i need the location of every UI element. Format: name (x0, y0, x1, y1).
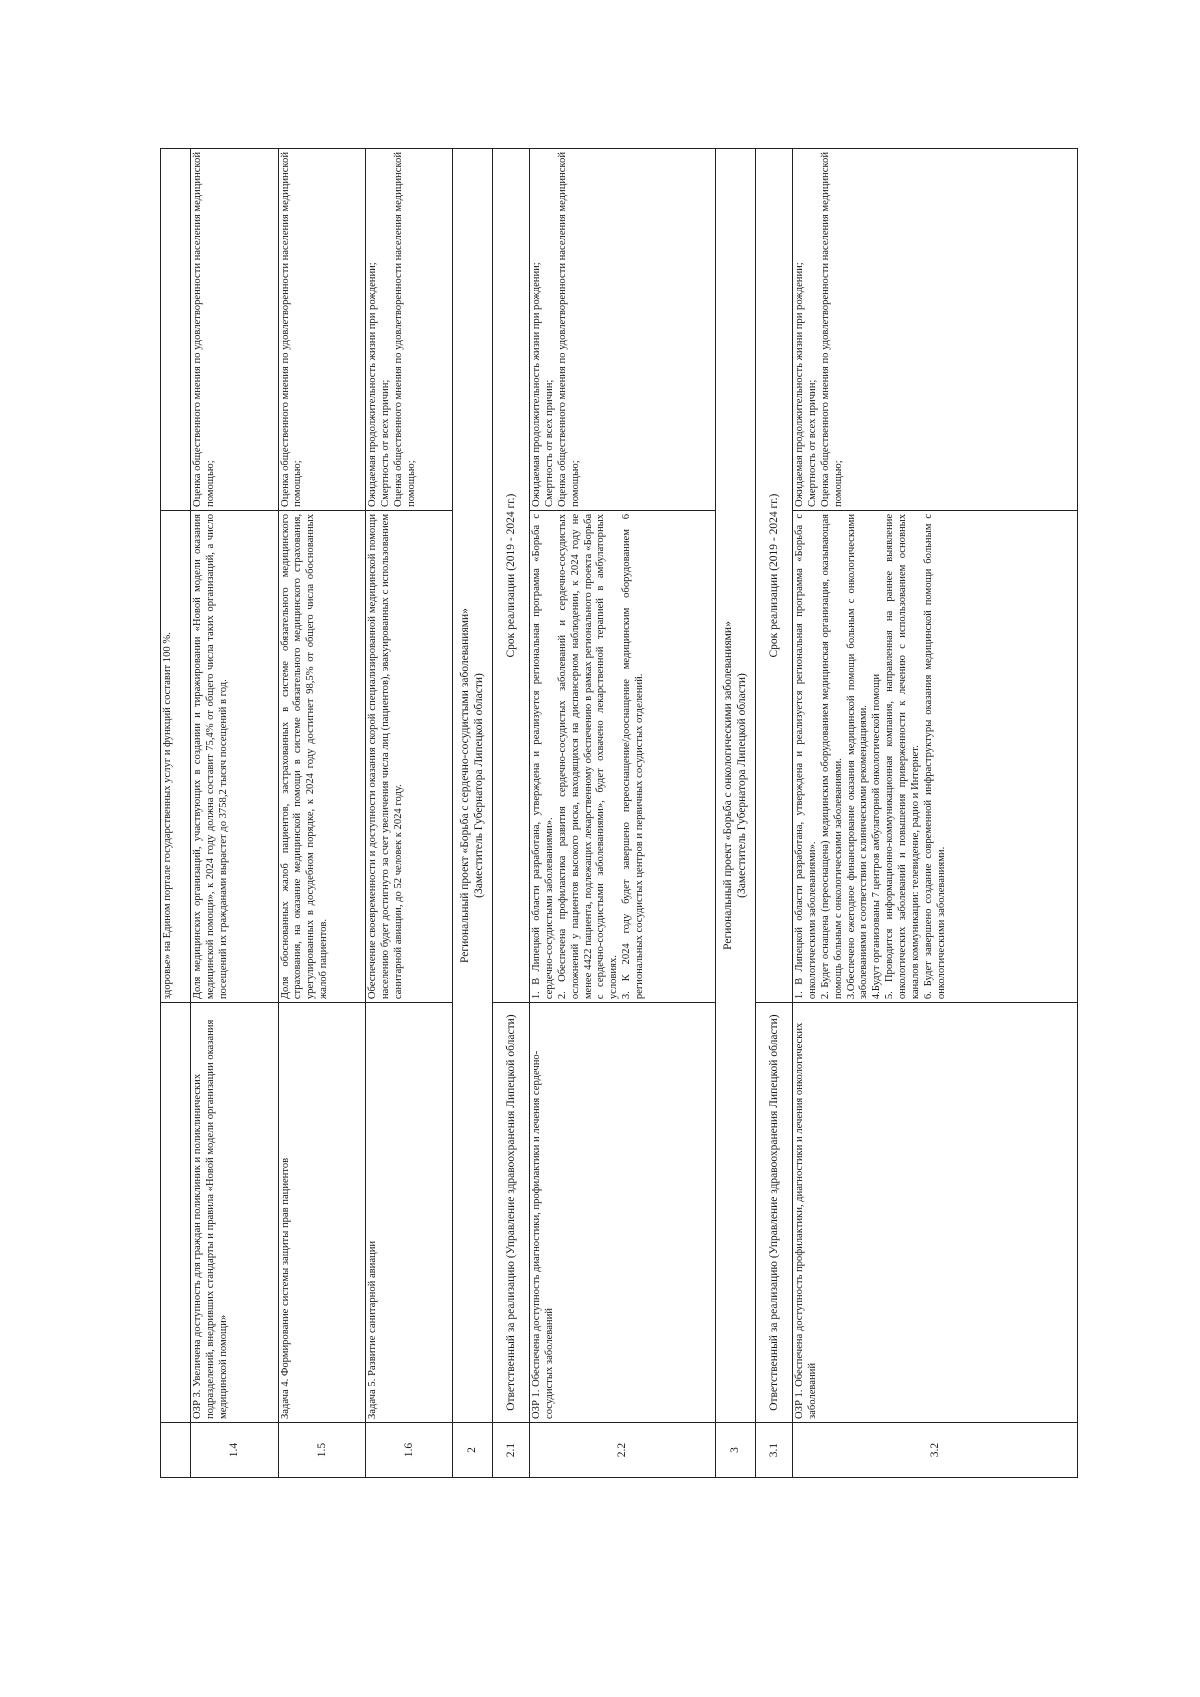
result-cell: Обеспечение своевременности и доступности оказания скорой специализированной медицинской помощи населению будет достигнуто за счет увеличения числа лиц (пациентов), эвакуированных с использованием санитарной авиации, до 52 человек к 2024 году. (365, 510, 452, 1002)
table-row (453, 149, 493, 1478)
result-line: 5. Проводится информационно-коммуникационная компания, направленная на раннее выявление онкологических заболеваний и повышения приверженности к лечению с использованием основных каналов коммуникации: телевидение, радио и Интернет. (884, 513, 922, 1000)
indicator-cell: Оценка общественного мнения по удовлетворенности населения медицинской помощью; (278, 149, 365, 511)
project-table (160, 148, 1078, 1478)
result-line: 1. В Липецкой области разработана, утверждена и реализуется региональная программа «Борьба с сердечно-сосудистыми заболеваниями». (530, 513, 555, 1000)
table-row (755, 149, 792, 1478)
table-row (161, 149, 191, 1478)
indicator-line: Смертность от всех причин; (806, 379, 818, 507)
responsible-cell: Ответственный за реализацию (Управление здравоохранения Липецкой области) (755, 1003, 792, 1423)
row-number: 2.2 (529, 1423, 715, 1478)
table-row (191, 149, 278, 1478)
row-number: 3.2 (792, 1423, 1077, 1478)
result-line: 4.Будут организованы 7 центров амбулаторной онкологической помощи (871, 673, 883, 1000)
section-header (453, 149, 493, 1423)
period-cell: Срок реализации (2019 - 2024 гг.) (492, 149, 529, 1003)
row-number: 2.1 (492, 1423, 529, 1478)
indicator-line: Ожидаемая продолжительность жизни при рождении; (366, 262, 378, 507)
indicator-line: Оценка общественного мнения по удовлетворенности населения медицинской помощью; (392, 151, 417, 507)
section-header (716, 149, 756, 1423)
result-line: 3. К 2024 году будет завершено переоснащение/дооснащение медицинским оборудованием 6 региональных сосудистых центров и первичных сосудистых отделений. (621, 513, 646, 1000)
indicator-line: Оценка общественного мнения по удовлетворенности населения медицинской помощью; (819, 151, 844, 507)
row-number: 1.4 (191, 1423, 278, 1478)
table-row (365, 149, 452, 1478)
indicator-cell (792, 149, 1077, 511)
section-title: Региональный проект «Борьба с сердечно-сосудистыми заболеваниями» (459, 608, 472, 963)
indicator-cell (529, 149, 715, 511)
result-line: 2. Обеспечена профилактика развития сердечно-сосудистых заболеваний и сердечно-сосудистых осложнений у пациентов высокого риска, находящихся на диспансерном наблюдении, к 2024 году не менее 4422 пациента, подлежащих лекарственному обеспечению в рамках регионального проекта «Борьба с сердечно-сосудистыми заболеваниями», будет охвачено лекарственной терапией в амбулаторных условиях. (556, 513, 620, 1000)
period-cell: Срок реализации (2019 - 2024 гг.) (755, 149, 792, 1003)
row-number: 3.1 (755, 1423, 792, 1478)
indicator-line: Смертность от всех причин; (379, 379, 391, 507)
indicator-cell (161, 149, 191, 511)
section-subtitle: (Заместитель Губернатора Липецкой области) (736, 673, 749, 898)
rotated-page (160, 148, 1078, 1478)
objective-cell: ОЗР 3. Увеличена доступность для граждан поликлиник и поликлинических подразделений, внедривших стандарты и правила «Новой модели организации оказания медицинской помощи» (191, 1003, 278, 1423)
table-row (278, 149, 365, 1478)
section-subtitle: (Заместитель Губернатора Липецкой области) (473, 673, 486, 898)
section-title: Региональный проект «Борьба с онкологическими заболеваниями» (722, 621, 735, 950)
indicator-line: Ожидаемая продолжительность жизни при рождении; (793, 262, 805, 507)
result-line: 6. Будет завершено создание современной инфраструктуры оказания медицинской помощи больным с онкологическими заболеваниями. (923, 513, 947, 1000)
table-row (492, 149, 529, 1478)
result-cell: Доля медицинских организаций, участвующих в создании и тиражировании «Новой модели оказания медицинской помощи», к 2024 году должна составит 75,4% от общего числа таких организаций, а число посещений их гражданами вырастет до 3758,2 тысяч посещений в год. (191, 510, 278, 1002)
objective-cell: Задача 5. Развитие санитарной авиации (365, 1003, 452, 1423)
result-line: 1. В Липецкой области разработана, утверждена и реализуется региональная программа «Борьба с онкологическими заболеваниями». (793, 513, 818, 1000)
indicator-cell: Оценка общественного мнения по удовлетворенности населения медицинской помощью; (191, 149, 278, 511)
result-cell: Доля обоснованных жалоб пациентов, застрахованных в системе обязательного медицинского страхования, на оказание медицинской помощи в системе обязательного медицинского страхования, урегулированных в досудебном порядке, к 2024 году достигнет 98,5% от общего числа обоснованных жалоб пациентов. (278, 510, 365, 1002)
objective-cell (161, 1003, 191, 1423)
indicator-line: Оценка общественного мнения по удовлетворенности населения медицинской помощью; (556, 151, 581, 507)
table-row (529, 149, 715, 1478)
row-number: 1.6 (365, 1423, 452, 1478)
indicator-cell (365, 149, 452, 511)
result-line: 3.Обеспечено ежегодное финансирование оказания медицинской помощи больным с онкологическими заболеваниями в соответствии с клиническими рекомендациями. (845, 513, 870, 1000)
table-row (792, 149, 1077, 1478)
objective-cell: ОЗР 1. Обеспечена доступность профилактики, диагностики и лечения онкологических заболеваний (792, 1003, 1077, 1423)
responsible-cell: Ответственный за реализацию (Управление здравоохранения Липецкой области) (492, 1003, 529, 1423)
row-number: 3 (716, 1423, 756, 1478)
result-cell (529, 510, 715, 1002)
row-number: 2 (453, 1423, 493, 1478)
objective-cell: ОЗР 1. Обеспечена доступность диагностики, профилактики и лечения сердечно-сосудистых заболеваний (529, 1003, 715, 1423)
row-number-cell (161, 1423, 191, 1478)
result-cell: здоровье» на Едином портале государственных услуг и функций составит 100 %. (161, 510, 191, 1002)
table-row (716, 149, 756, 1478)
row-number: 1.5 (278, 1423, 365, 1478)
objective-cell: Задача 4. Формирование системы защиты прав пациентов (278, 1003, 365, 1423)
indicator-line: Смертность от всех причин; (543, 379, 555, 507)
indicator-line: Ожидаемая продолжительность жизни при рождении; (530, 262, 542, 507)
result-cell (792, 510, 1077, 1002)
result-line: 2. Будет оснащена (переоснащена) медицинским оборудованием медицинская организация, оказывающая помощь больным с онкологическими заболеваниями. (819, 513, 844, 1000)
